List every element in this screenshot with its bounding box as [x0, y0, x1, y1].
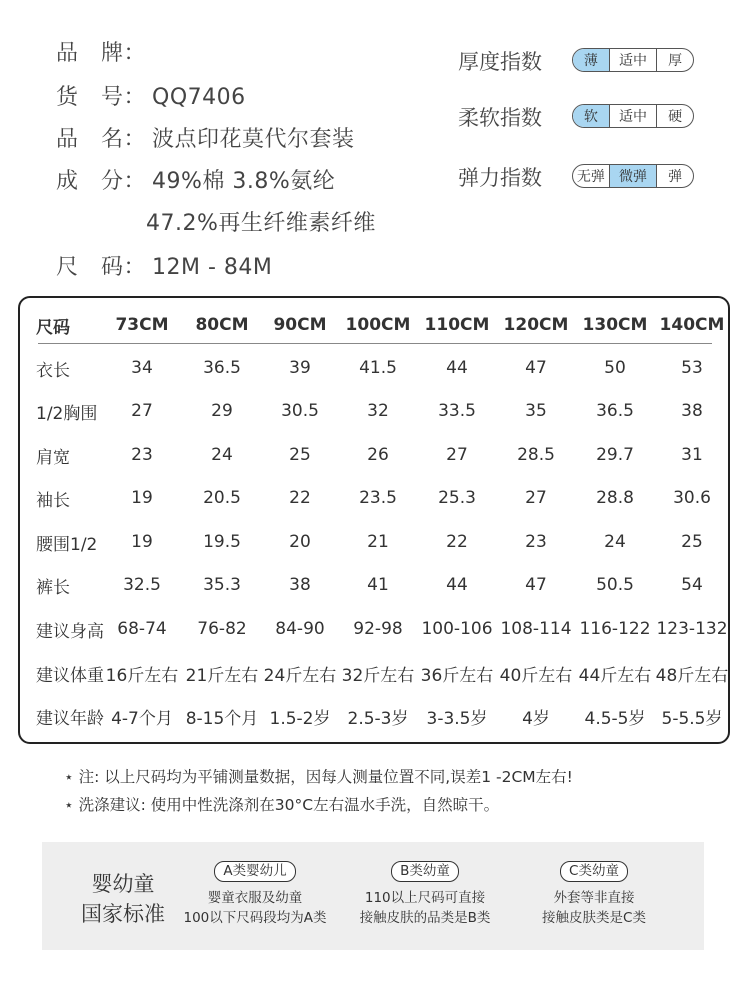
table-cell: 24: [604, 532, 626, 552]
size-table: [18, 296, 730, 744]
table-row: [20, 614, 728, 644]
standard-category: [344, 860, 506, 928]
table-header-cell: 尺码: [36, 317, 70, 338]
table-cell: 19: [131, 532, 153, 552]
table-cell: 39: [289, 358, 311, 378]
table-cell: 34: [131, 358, 153, 378]
table-cell: 30.6: [673, 488, 711, 508]
index-option: 适中: [609, 49, 656, 71]
category-desc-line1: 外套等非直接: [553, 890, 635, 906]
table-cell: 3-3.5岁: [426, 708, 488, 729]
index-option: 软: [573, 105, 609, 127]
table-cell: 50: [604, 358, 626, 378]
table-cell: 38: [289, 575, 311, 595]
table-cell: 38: [681, 401, 703, 421]
row-label: 袖长: [36, 490, 70, 511]
table-row: [20, 353, 728, 383]
index-option: 厚: [656, 49, 693, 71]
table-header-cell: 90CM: [273, 315, 327, 335]
table-row: [20, 701, 728, 731]
table-cell: 36.5: [203, 358, 241, 378]
table-cell: 48斤左右: [655, 665, 729, 686]
table-cell: 26: [367, 445, 389, 465]
table-cell: 23: [525, 532, 547, 552]
table-cell: 50.5: [596, 575, 634, 595]
index-scale: [572, 104, 694, 128]
table-cell: 19.5: [203, 532, 241, 552]
composition-row-2: [146, 206, 376, 237]
table-cell: 36.5: [596, 401, 634, 421]
table-row: [20, 570, 728, 600]
table-cell: 29: [211, 401, 233, 421]
name-label: 品 名：: [56, 127, 147, 152]
row-label: 肩宽: [36, 447, 70, 468]
table-cell: 47: [525, 575, 547, 595]
table-header-cell: 120CM: [503, 315, 569, 335]
index-label: 柔软指数: [458, 106, 542, 130]
table-cell: 41.5: [359, 358, 397, 378]
table-cell: 41: [367, 575, 389, 595]
composition-value-1: 49%棉 3.8%氨纶: [152, 169, 336, 194]
table-cell: 4-7个月: [111, 708, 173, 729]
table-header-cell: 110CM: [424, 315, 490, 335]
index-option: 弹: [656, 165, 693, 187]
table-header-cell: 140CM: [659, 315, 725, 335]
table-cell: 27: [525, 488, 547, 508]
table-header-cell: 130CM: [582, 315, 648, 335]
table-cell: 68-74: [117, 619, 167, 639]
table-cell: 44斤左右: [578, 665, 652, 686]
table-cell: 27: [446, 445, 468, 465]
table-cell: 54: [681, 575, 703, 595]
index-label: 厚度指数: [458, 50, 542, 74]
category-desc-line1: 婴童衣服及幼童: [207, 890, 303, 906]
category-desc-line2: 接触皮肤的品类是B类: [359, 910, 491, 926]
table-cell: 28.5: [517, 445, 555, 465]
brand-row: [56, 36, 152, 67]
size-label: 尺 码：: [56, 255, 147, 280]
table-cell: 25: [289, 445, 311, 465]
table-cell: 23.5: [359, 488, 397, 508]
table-header-cell: 73CM: [115, 315, 169, 335]
table-cell: 1.5-2岁: [269, 708, 331, 729]
table-cell: 20: [289, 532, 311, 552]
standard-category: [174, 860, 336, 928]
table-cell: 4.5-5岁: [584, 708, 646, 729]
table-cell: 22: [289, 488, 311, 508]
table-cell: 24: [211, 445, 233, 465]
table-cell: 8-15个月: [185, 708, 259, 729]
table-cell: 5-5.5岁: [661, 708, 723, 729]
table-cell: 53: [681, 358, 703, 378]
standard-title-1: 婴幼童: [91, 872, 155, 896]
table-cell: 36斤左右: [420, 665, 494, 686]
row-label: 腰围1/2: [36, 534, 98, 555]
index-scale: [572, 164, 694, 188]
table-cell: 21斤左右: [185, 665, 259, 686]
code-value: QQ7406: [152, 85, 246, 110]
table-cell: 19: [131, 488, 153, 508]
table-cell: 20.5: [203, 488, 241, 508]
row-label: 建议年龄: [36, 708, 104, 729]
table-cell: 32斤左右: [341, 665, 415, 686]
table-cell: 84-90: [275, 619, 325, 639]
table-cell: 16斤左右: [105, 665, 179, 686]
table-cell: 22: [446, 532, 468, 552]
index-option: 硬: [656, 105, 693, 127]
index-option: 薄: [573, 49, 609, 71]
code-label: 货 号：: [56, 85, 147, 110]
national-standard-panel: [42, 842, 704, 950]
table-cell: 2.5-3岁: [347, 708, 409, 729]
table-row: [20, 483, 728, 513]
table-header-cell: 100CM: [345, 315, 411, 335]
category-desc-line2: 100以下尺码段均为A类: [183, 910, 327, 926]
table-cell: 29.7: [596, 445, 634, 465]
size-value: 12M - 84M: [152, 255, 273, 280]
table-cell: 116-122: [579, 619, 651, 639]
table-cell: 33.5: [438, 401, 476, 421]
category-badge: C类幼童: [560, 861, 628, 882]
name-value: 波点印花莫代尔套装: [152, 127, 355, 152]
table-row: [20, 396, 728, 426]
category-desc-line2: 接触皮肤类是C类: [542, 910, 646, 926]
table-cell: 76-82: [197, 619, 247, 639]
row-label: 1/2胸围: [36, 403, 98, 424]
index-option: 无弹: [576, 169, 605, 185]
row-label: 衣长: [36, 360, 70, 381]
composition-value-2: 47.2%再生纤维素纤维: [146, 211, 376, 236]
table-cell: 35: [525, 401, 547, 421]
table-row: [20, 440, 728, 470]
table-cell: 4岁: [522, 708, 550, 729]
table-cell: 40斤左右: [499, 665, 573, 686]
table-cell: 30.5: [281, 401, 319, 421]
category-badge: B类幼童: [391, 861, 459, 882]
table-cell: 32.5: [123, 575, 161, 595]
row-label: 裤长: [36, 577, 70, 598]
standard-category: [513, 860, 675, 928]
size-row: [56, 250, 272, 281]
header-divider: [38, 343, 712, 344]
composition-label: 成 分：: [56, 169, 147, 194]
category-desc-line1: 110以上尺码可直接: [364, 890, 486, 906]
table-cell: 100-106: [421, 619, 493, 639]
table-row: [20, 658, 728, 688]
table-cell: 21: [367, 532, 389, 552]
category-badge: A类婴幼儿: [214, 861, 295, 882]
standard-title-2: 国家标准: [81, 902, 165, 926]
table-cell: 28.8: [596, 488, 634, 508]
table-cell: 47: [525, 358, 547, 378]
row-label: 建议身高: [36, 621, 104, 642]
index-option: 微弹: [609, 165, 656, 187]
table-cell: 44: [446, 575, 468, 595]
index-scale: [572, 48, 694, 72]
index-label: 弹力指数: [458, 166, 542, 190]
measure-note: ⋆ 注: 以上尺码均为平铺测量数据，因每人测量位置不同,误差1 -2CM左右!: [64, 768, 573, 786]
row-label: 建议体重: [36, 665, 104, 686]
table-cell: 24斤左右: [263, 665, 337, 686]
table-cell: 35.3: [203, 575, 241, 595]
washing-note: ⋆ 洗涤建议: 使用中性洗涤剂在30°C左右温水手洗，自然晾干。: [64, 796, 500, 814]
table-cell: 27: [131, 401, 153, 421]
name-row: [56, 122, 355, 153]
table-cell: 31: [681, 445, 703, 465]
table-cell: 44: [446, 358, 468, 378]
table-header-cell: 80CM: [195, 315, 249, 335]
table-cell: 108-114: [500, 619, 572, 639]
table-cell: 23: [131, 445, 153, 465]
composition-row: [56, 164, 335, 195]
table-cell: 32: [367, 401, 389, 421]
table-cell: 25.3: [438, 488, 476, 508]
brand-label: 品 牌：: [56, 41, 147, 66]
table-cell: 25: [681, 532, 703, 552]
table-cell: 92-98: [353, 619, 403, 639]
index-option: 适中: [609, 105, 656, 127]
code-row: [56, 80, 246, 111]
table-header-row: [20, 310, 728, 340]
table-cell: 123-132: [656, 619, 728, 639]
table-row: [20, 527, 728, 557]
